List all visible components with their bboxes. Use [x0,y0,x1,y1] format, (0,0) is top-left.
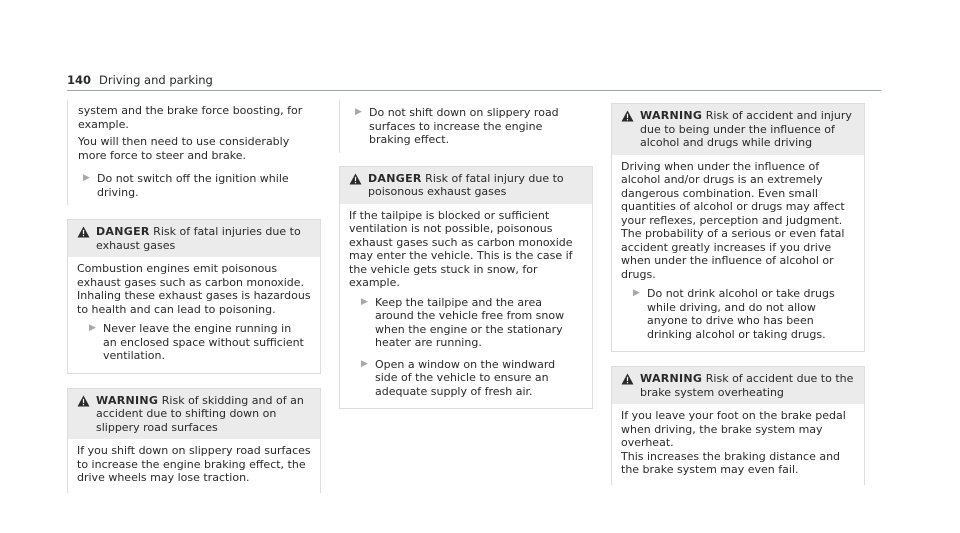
step-text: Do not switch off the ignition while driving. [97,172,289,199]
callout-header [68,389,320,440]
instruction-step [349,290,583,352]
instruction-step [349,352,583,401]
intro-block [67,100,321,205]
warning-callout [611,103,865,352]
callout-body [68,257,320,373]
callout-paragraph: Combustion engines emit poisonous exhaust gases such as carbon monoxide. Inhaling these exhaust gases is hazardous to health and can lead to poisoning. [77,262,311,316]
callout-keyword: WARNING [640,372,703,385]
callout-title: Risk of accident due to the brake system overheating [640,372,854,399]
callout-title: Risk of fatal injury due to poisonous exhaust gases [368,171,564,198]
instruction-step [621,281,855,343]
page-number: 140 [67,73,92,87]
instruction-step [350,103,583,153]
warning-callout [611,366,865,485]
step-text: Do not shift down on slippery road surfaces to increase the engine braking effect. [369,106,559,146]
instruction-step [78,166,311,205]
warning-triangle-icon [621,372,640,399]
callout-keyword: DANGER [96,225,150,238]
warning-triangle-icon [77,225,96,252]
column-1 [67,100,321,493]
warning-triangle-icon [349,172,368,199]
step-text: Keep the tailpipe and the area around the vehicle free from snow when the engine or the stationary heater are running. [375,295,565,349]
callout-body [612,404,864,485]
callout-title: Risk of fatal injuries due to exhaust gases [96,225,301,252]
callout-header [68,220,320,257]
callout-keyword: WARNING [96,393,159,407]
warning-callout [67,388,321,493]
callout-body [340,204,592,409]
page-header [67,73,213,87]
callout-paragraph: The probability of a serious or even fatal accident greatly increases if you drive when under the influence of alcohol or drugs. [621,227,845,281]
warning-triangle-icon [77,394,96,435]
callout-title: Risk of accident and injury due to being under the influence of alcohol and drugs while driving [640,109,852,149]
arrow-icon: ▶ [355,107,362,117]
callout-paragraph: If you shift down on slippery road surfaces to increase the engine braking effect, the drive wheels may lose traction. [77,444,311,484]
instruction-step [77,316,311,365]
step-text: Never leave the engine running in an enclosed space without sufficient ventilation. [103,322,304,362]
callout-paragraph: This increases the braking distance and the brake system may even fail. [621,449,841,476]
arrow-icon: ▶ [89,323,96,333]
arrow-icon: ▶ [633,288,640,298]
arrow-icon: ▶ [83,173,90,183]
callout-paragraph: If you leave your foot on the brake pedal when driving, the brake system may overheat. [621,409,846,449]
arrow-icon: ▶ [361,358,368,369]
warning-triangle-icon [621,109,640,150]
header-divider [67,90,881,91]
callout-paragraph: If the tailpipe is blocked or sufficient ventilation is not possible, poisonous exhaust gases such as carbon monoxide may enter the vehicle. This is the case if the vehicle gets stuck in snow, for example. [349,208,573,289]
danger-callout [339,166,593,410]
intro-paragraph: You will then need to use considerably more force to steer and brake. [78,135,290,162]
column-2 [339,100,593,409]
callout-paragraph: Driving when under the influence of alcohol and/or drugs is an extremely dangerous combination. Even small quantities of alcohol or drugs may affect your reflexes, perception and judgment. [621,159,845,227]
callout-body [612,155,864,352]
step-text: Open a window on the windward side of the vehicle to ensure an adequate supply of fresh air. [375,357,556,398]
arrow-icon: ▶ [361,296,368,307]
callout-body [68,439,320,493]
step-text: Do not drink alcohol or take drugs while driving, and do not allow anyone to drive who has been drinking alcohol or taking drugs. [647,287,835,341]
section-title: Driving and parking [99,73,213,87]
callout-header [612,104,864,155]
intro-block [339,100,593,153]
callout-header [612,367,864,404]
danger-callout [67,219,321,374]
column-3 [611,100,865,485]
intro-paragraph: system and the brake force boosting, for example. [78,104,303,131]
callout-keyword: DANGER [368,171,422,185]
callout-title: Risk of skidding and of an accident due to shifting down on slippery road surfaces [96,393,304,434]
callout-header [340,167,592,204]
callout-keyword: WARNING [640,109,703,122]
